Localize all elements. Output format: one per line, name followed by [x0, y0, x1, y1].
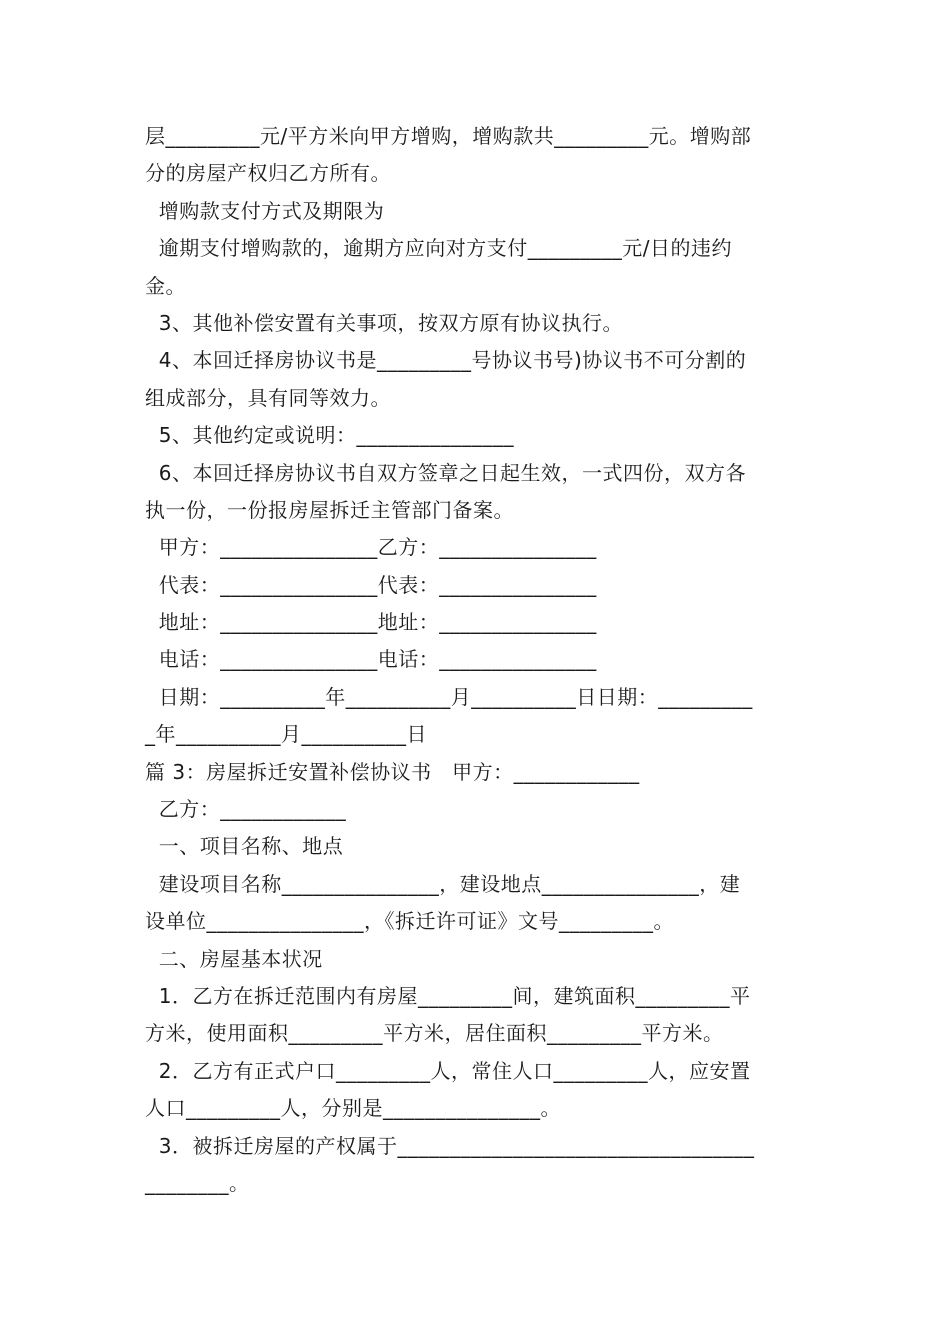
- text-line: 设单位_______________，《拆迁许可证》文号_________。: [145, 909, 674, 934]
- text-line: 分的房屋产权归乙方所有。: [145, 161, 391, 186]
- text-line: 6、本回迁择房协议书自双方签章之日起生效，一式四份，双方各: [145, 460, 746, 485]
- text-line: 层_________元/平方米向甲方增购，增购款共_________元。增购部: [145, 124, 752, 148]
- signature-line-party-a-b: 甲方：_______________乙方：_______________: [145, 535, 597, 560]
- document-body: [145, 118, 810, 1202]
- text-line: 1．乙方在拆迁范围内有房屋_________间，建筑面积_________平: [145, 983, 751, 1008]
- text-line: 2．乙方有正式户口_________人，常住人口_________人，应安置: [145, 1058, 751, 1083]
- text-line: 方米，使用面积_________平方米，居住面积_________平方米。: [145, 1021, 724, 1046]
- text-line: ________。: [145, 1170, 250, 1195]
- section-title: 篇 3：房屋拆迁安置补偿协议书 甲方：____________: [145, 759, 640, 784]
- text-line: 3．被拆迁房屋的产权属于__________________________________: [145, 1133, 755, 1158]
- signature-line-representative: 代表：_______________代表：_______________: [145, 572, 597, 597]
- text-line: 组成部分，具有同等效力。: [145, 385, 391, 410]
- text-line: 逾期支付增购款的，逾期方应向对方支付_________元/日的违约: [145, 236, 732, 261]
- text-line: 执一份，一份报房屋拆迁主管部门备案。: [145, 497, 514, 522]
- text-line: 金。: [145, 273, 186, 298]
- text-line: 乙方：____________: [145, 797, 347, 822]
- text-line: 建设项目名称_______________，建设地点_______________，建: [145, 871, 741, 896]
- text-line: 增购款支付方式及期限为: [145, 198, 385, 223]
- section-heading: 二、房屋基本状况: [145, 946, 323, 971]
- text-line: 人口_________人，分别是_______________。: [145, 1096, 561, 1121]
- signature-line-phone: 电话：_______________电话：_______________: [145, 647, 597, 672]
- text-line: 4、本回迁择房协议书是_________号协议书号)协议书不可分割的: [145, 348, 747, 373]
- text-line: 5、其他约定或说明：_______________: [145, 423, 514, 448]
- signature-line-date-cont: _年__________月__________日: [145, 722, 427, 747]
- section-heading: 一、项目名称、地点: [145, 834, 344, 859]
- signature-line-date: 日期：__________年__________月__________日日期：_________: [145, 684, 753, 709]
- signature-line-address: 地址：_______________地址：_______________: [145, 610, 597, 635]
- text-line: 3、其他补偿安置有关事项，按双方原有协议执行。: [145, 310, 623, 335]
